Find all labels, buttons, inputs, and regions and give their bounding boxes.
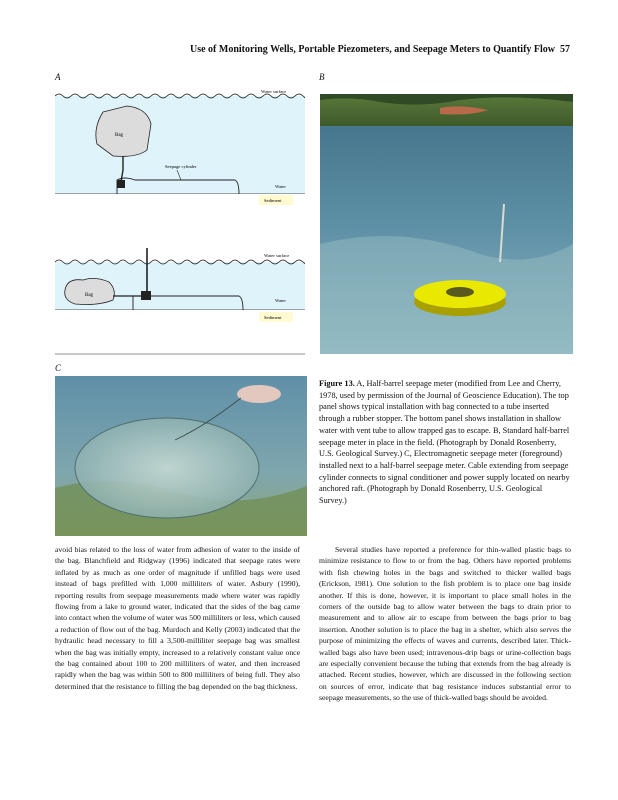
water-label-bottom: Water	[275, 298, 286, 303]
photo-c-em-meter	[237, 385, 281, 403]
sediment-label-top: Sediment	[264, 198, 282, 203]
bag-label-bottom: Bag	[85, 293, 94, 298]
running-title: Use of Monitoring Wells, Portable Piezometers, and Seepage Meters to Quantify Flow	[190, 44, 556, 55]
water-body-top	[55, 96, 305, 194]
body-left-column: avoid bias related to the loss of water from adhesion of water to the inside of the bag. Blanchfield and Ridgway (1996) indicated that seepage rates were inflated by as much as one order of magnitude if unfilled bags were used instead of bags prefilled with 1,000 milliliters of water. Asbury (1990), reporting results from seepage measurements made where water was rapidly flowing from a lake to ground water, indicated that the sides of the bag came into contact when the volume of water was 500 milliliters or less, which caused a reduction of flow out of the bag. Murdoch and Kelly (2003) indicated that the hydraulic head necessary to fill a 3,500-milliliter seepage bag was smallest when the bag was initially empty, increased to a relatively constant value once the bag contained about 100 to 200 milliliters of water, and then increased rapidly when the bag was within 500 to 800 milliliters of being full. They also determined that the resistance to filling the bag depended on the bag thickness.	[55, 545, 300, 691]
sediment-label-bottom: Sediment	[264, 315, 282, 320]
water-label-top: Water	[275, 184, 286, 189]
seepage-meter-diagrams	[55, 84, 305, 356]
diagram-top	[55, 89, 305, 229]
diagram-bottom	[55, 248, 305, 356]
photo-b-meter-port	[446, 287, 474, 297]
water-surface-label-top: Water surface	[261, 89, 287, 94]
bag-label-top: Bag	[115, 133, 124, 138]
photo-c-half-barrel	[75, 418, 259, 518]
photo-seepage-meter-field	[320, 94, 573, 354]
figure-caption	[319, 378, 571, 507]
bag-shape-bottom	[65, 278, 115, 304]
water-surface-label-bottom: Water surface	[264, 253, 290, 258]
cylinder-label: Seepage cylinder	[165, 164, 197, 169]
panel-label-c: C	[55, 363, 62, 373]
stopper-bottom	[141, 291, 151, 300]
page-number: 57	[560, 44, 570, 55]
figure-label: Figure 13.	[319, 379, 355, 388]
stopper-top	[117, 180, 125, 188]
photo-electromagnetic-meter	[55, 376, 307, 536]
body-right-column: Several studies have reported a preference for thin-walled plastic bags to minimize resistance to flow to or from the bag. Others have reported problems with fish chewing holes in the bags and switched to thicker walled bags (Erickson, 1981). One solution to the fish problem is to place one bag inside another. If this is done, however, it is important to place small holes in the corners of the outside bag to allow water between the bags to drain prior to measurement and to allow air to escape from between the bags prior to bag insertion. Another solution is to place the bag in a shelter, which also serves the purpose of minimizing the effects of waves and currents, described later. Thick-walled bags also have been used; intravenous-drip bags or urine-collection bags are especially convenient because the tubing that extends from the bag already is attached. Recent studies, however, which are discussed in the following section on sources of error, indicate that bag resistance induces substantial error to seepage measurements, so the use of thick-walled bags should be avoided.	[319, 545, 571, 703]
panel-label-a: A	[55, 72, 61, 82]
figure-caption-text: A, Half-barrel seepage meter (modified from Lee and Cherry, 1978, used by permission of the Journal of Geoscience Education). The top panel shows typical installation with bag connected to a tube inserted through a rubber stopper. The bottom panel shows installation in shallow water with vent tube to allow trapped gas to escape. B, Standard half-barrel seepage meter in place in the field. (Photograph by Donald Rosenberry, U.S. Geological Survey.) C, Electromagnetic seepage meter (foreground) installed next to a half-barrel seepage meter. Cable extending from seepage cylinder connects to signal conditioner and power supply located on nearby anchored raft. (Photograph by Donald Rosenberry, U.S. Geological Survey.)	[319, 379, 570, 506]
panel-label-b: B	[319, 72, 325, 82]
bag-shape-top	[96, 106, 151, 156]
